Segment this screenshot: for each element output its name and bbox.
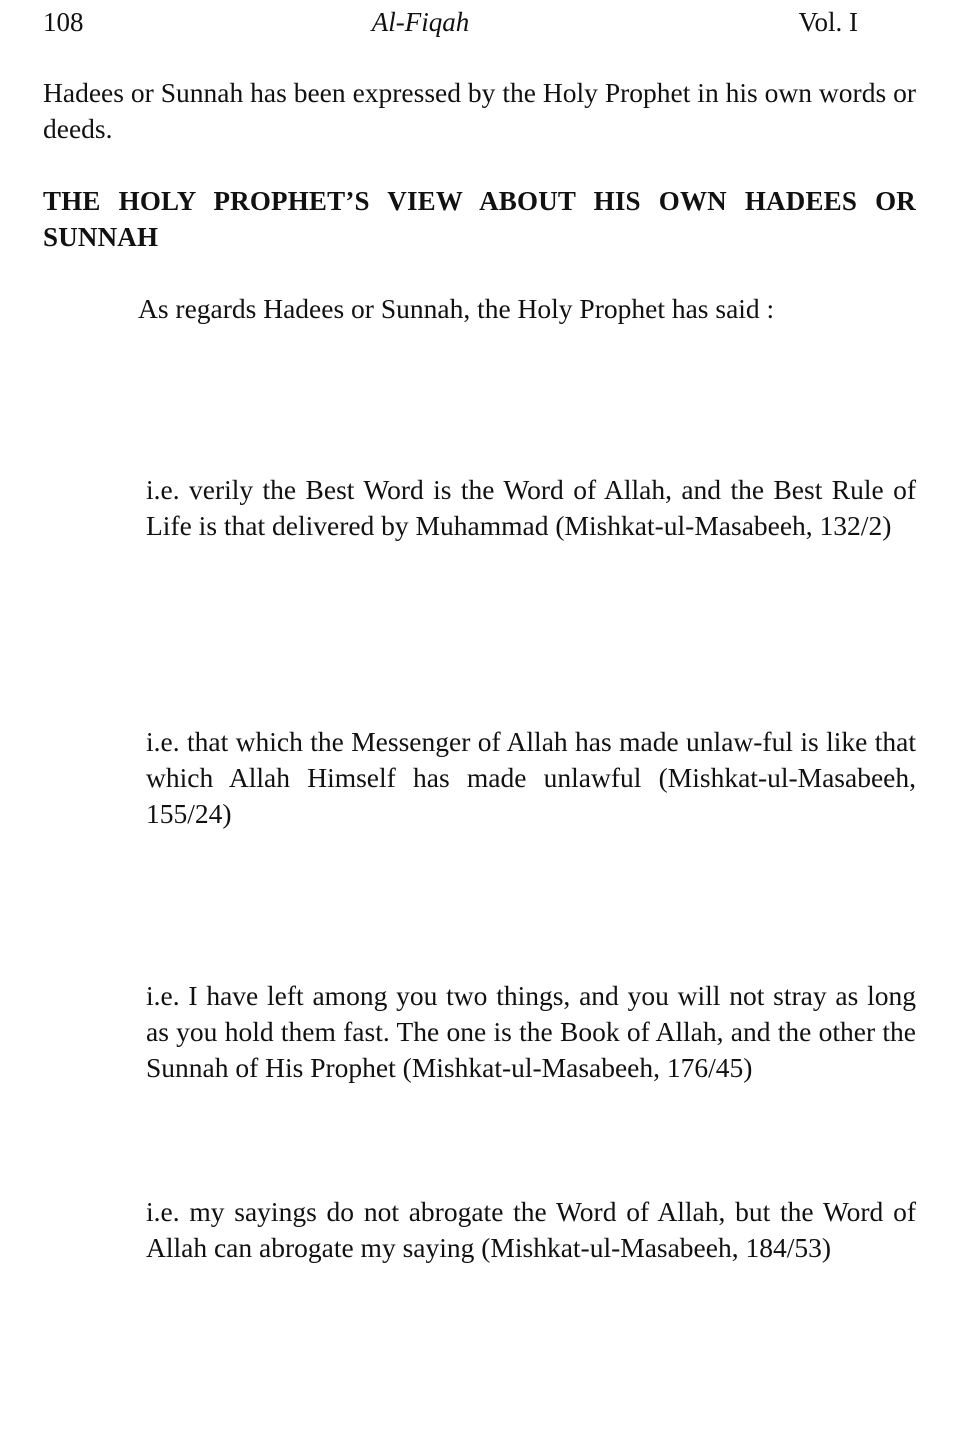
- hadith-translation-2: i.e. that which the Messenger of Allah has made unlaw-ful is like that which Allah Himself has made unlawful (Mishkat-ul-Masabeeh, 155/24): [146, 726, 916, 829]
- volume-label: Vol. I: [798, 7, 858, 37]
- hadith-translation-1: i.e. verily the Best Word is the Word of Allah, and the Best Rule of Life is that delivered by Muhammad (Mishkat-ul-Masabeeh, 132/2): [146, 474, 916, 541]
- lead-paragraph: As regards Hadees or Sunnah, the Holy Prophet has said :: [138, 293, 775, 324]
- page-number: 108: [43, 7, 84, 37]
- running-header: [43, 2, 858, 42]
- hadith-translation-3: i.e. I have left among you two things, and you will not stray as long as you hold them fast. The one is the Book of Allah, and the other the Sunnah of His Prophet (Mishkat-ul-Masabeeh, 176/45): [146, 980, 916, 1083]
- hadith-translation-4: i.e. my sayings do not abrogate the Word of Allah, but the Word of Allah can abrogate my saying (Mishkat-ul-Masabeeh, 184/53): [146, 1196, 916, 1263]
- section-heading: THE HOLY PROPHET’S VIEW ABOUT HIS OWN HADEES OR SUNNAH: [43, 186, 916, 252]
- book-title: Al-Fiqah: [371, 7, 470, 37]
- intro-paragraph: Hadees or Sunnah has been expressed by the Holy Prophet in his own words or deeds.: [43, 77, 916, 144]
